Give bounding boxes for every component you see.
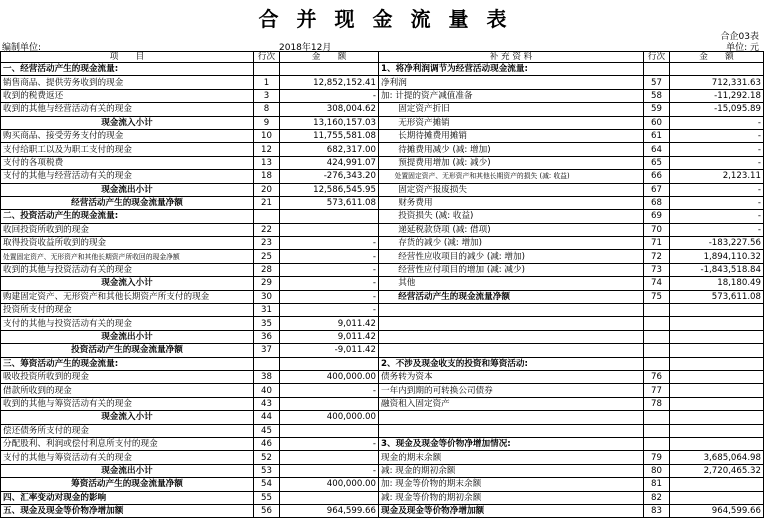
- right-line-number: [644, 344, 670, 357]
- table-row: [1, 290, 764, 303]
- left-line-number: 56: [254, 504, 280, 517]
- right-item-label: 财务费用: [379, 196, 644, 209]
- left-item-label: 收到的税费返还: [1, 89, 254, 102]
- left-line-number: 13: [254, 156, 280, 169]
- right-amount: -: [670, 210, 764, 223]
- right-item-label: 经营性应付项目的增加 (减: 减少): [379, 263, 644, 276]
- company-label: 编制单位:: [2, 43, 42, 53]
- table-row: [1, 330, 764, 343]
- left-item-label: 一、经营活动产生的现金流量:: [1, 63, 254, 76]
- right-amount: [670, 478, 764, 491]
- left-line-number: 12: [254, 143, 280, 156]
- table-row: [1, 464, 764, 477]
- left-item-label: 吸收投资所收到的现金: [1, 370, 254, 383]
- table-row: [1, 370, 764, 383]
- right-line-number: [644, 330, 670, 343]
- right-line-number: [644, 63, 670, 76]
- table-row: [1, 250, 764, 263]
- table-row: [1, 103, 764, 116]
- left-line-number: 1: [254, 76, 280, 89]
- table-row: [1, 397, 764, 410]
- left-line-number: 25: [254, 250, 280, 263]
- left-item-label: 购买商品、接受劳务支付的现金: [1, 129, 254, 142]
- left-line-number: 9: [254, 116, 280, 129]
- right-item-label: 减: 现金等价物的期初余额: [379, 491, 644, 504]
- left-amount: [280, 397, 379, 410]
- left-amount: 400,000.00: [280, 478, 379, 491]
- left-line-number: 23: [254, 237, 280, 250]
- left-line-number: 20: [254, 183, 280, 196]
- left-item-label: 五、现金及现金等价物净增加额: [1, 504, 254, 517]
- right-item-label: 预提费用增加 (减: 减少): [379, 156, 644, 169]
- left-line-number: [254, 63, 280, 76]
- left-amount: 9,011.42: [280, 330, 379, 343]
- left-amount: -: [280, 89, 379, 102]
- right-item-label: 减: 现金的期初余额: [379, 464, 644, 477]
- right-line-number: 70: [644, 223, 670, 236]
- table-row: [1, 344, 764, 357]
- left-amount: [280, 451, 379, 464]
- table-row: [1, 143, 764, 156]
- left-amount: 400,000.00: [280, 411, 379, 424]
- table-row: [1, 424, 764, 437]
- right-item-label: 融资租入固定资产: [379, 397, 644, 410]
- right-item-label: 长期待摊费用摊销: [379, 129, 644, 142]
- right-item-label: 现金的期末余额: [379, 451, 644, 464]
- left-item-label: 取得投资收益所收到的现金: [1, 237, 254, 250]
- left-amount: 13,160,157.03: [280, 116, 379, 129]
- right-line-number: 76: [644, 370, 670, 383]
- right-item-label: 一年内到期的可转换公司债券: [379, 384, 644, 397]
- left-item-label: 分配股利、利润或偿付利息所支付的现金: [1, 437, 254, 450]
- right-item-label: [379, 304, 644, 317]
- left-amount: 9,011.42: [280, 317, 379, 330]
- table-row: [1, 451, 764, 464]
- right-item-label: 处置固定资产、无形资产和其他长期资产的损失 (减: 收益): [379, 170, 644, 183]
- left-item-label: 支付的其他与经营活动有关的现金: [1, 170, 254, 183]
- left-amount: 424,991.07: [280, 156, 379, 169]
- left-item-label: 投资所支付的现金: [1, 304, 254, 317]
- left-line-number: 10: [254, 129, 280, 142]
- right-line-number: 64: [644, 143, 670, 156]
- right-amount: [670, 357, 764, 370]
- left-line-number: 53: [254, 464, 280, 477]
- left-amount: -: [280, 384, 379, 397]
- report-period: 2018年12月: [279, 43, 332, 53]
- right-amount: -: [670, 156, 764, 169]
- left-amount: [280, 424, 379, 437]
- right-line-number: 69: [644, 210, 670, 223]
- left-item-label: 收到的其他与经营活动有关的现金: [1, 103, 254, 116]
- right-amount: 18,180.49: [670, 277, 764, 290]
- left-item-label: 支付的各项税费: [1, 156, 254, 169]
- left-amount: [280, 63, 379, 76]
- left-line-number: 40: [254, 384, 280, 397]
- right-line-number: [644, 424, 670, 437]
- left-line-number: 45: [254, 424, 280, 437]
- left-line-number: 37: [254, 344, 280, 357]
- left-item-label: 处置固定资产、无形资产和其他长期资产所收回的现金净额: [1, 250, 254, 263]
- left-item-label: 借款所收到的现金: [1, 384, 254, 397]
- right-line-number: 57: [644, 76, 670, 89]
- left-item-label: 现金流出小计: [1, 464, 254, 477]
- left-amount: -276,343.20: [280, 170, 379, 183]
- left-item-label: 现金流入小计: [1, 116, 254, 129]
- table-row: [1, 317, 764, 330]
- right-item-label: [379, 424, 644, 437]
- left-item-label: 三、筹资活动产生的现金流量:: [1, 357, 254, 370]
- right-line-number: [644, 304, 670, 317]
- left-line-number: 43: [254, 397, 280, 410]
- right-item-label: 1、将净利润调节为经营活动现金流量:: [379, 63, 644, 76]
- table-row: [1, 210, 764, 223]
- cash-flow-table: [0, 51, 764, 518]
- left-line-number: 52: [254, 451, 280, 464]
- right-line-number: [644, 317, 670, 330]
- right-line-number: 79: [644, 451, 670, 464]
- right-amount: 3,685,064.98: [670, 451, 764, 464]
- left-item-label: 四、汇率变动对现金的影响: [1, 491, 254, 504]
- left-amount: -: [280, 263, 379, 276]
- right-item-label: 现金及现金等价物净增加额: [379, 504, 644, 517]
- left-amount: -: [280, 304, 379, 317]
- left-item-label: 现金流出小计: [1, 330, 254, 343]
- right-line-number: 78: [644, 397, 670, 410]
- right-line-number: 68: [644, 196, 670, 209]
- left-amount: [280, 223, 379, 236]
- left-amount: [280, 210, 379, 223]
- left-amount: -: [280, 290, 379, 303]
- left-line-number: 22: [254, 223, 280, 236]
- table-row: [1, 89, 764, 102]
- right-line-number: [644, 437, 670, 450]
- table-row: [1, 156, 764, 169]
- right-amount: -: [670, 143, 764, 156]
- right-item-label: 固定资产折旧: [379, 103, 644, 116]
- right-item-label: 待摊费用减少 (减: 增加): [379, 143, 644, 156]
- left-item-label: 收到的其他与投资活动有关的现金: [1, 263, 254, 276]
- left-item-label: 经营活动产生的现金流量净额: [1, 196, 254, 209]
- right-item-label: 加: 计提的资产减值准备: [379, 89, 644, 102]
- line-column-header: 行次: [254, 52, 280, 63]
- left-line-number: 31: [254, 304, 280, 317]
- right-amount: [670, 424, 764, 437]
- left-line-number: 54: [254, 478, 280, 491]
- table-header-row: [1, 52, 764, 63]
- right-amount: [670, 411, 764, 424]
- left-line-number: 8: [254, 103, 280, 116]
- left-line-number: 18: [254, 170, 280, 183]
- right-item-label: [379, 317, 644, 330]
- left-line-number: 44: [254, 411, 280, 424]
- right-line-number: 60: [644, 116, 670, 129]
- left-line-number: 30: [254, 290, 280, 303]
- right-item-label: [379, 344, 644, 357]
- right-line-number: 75: [644, 290, 670, 303]
- table-row: [1, 384, 764, 397]
- left-item-label: 现金流入小计: [1, 277, 254, 290]
- left-line-number: 55: [254, 491, 280, 504]
- left-item-label: 投资活动产生的现金流量净额: [1, 344, 254, 357]
- table-row: [1, 116, 764, 129]
- right-item-label: 经营性应收项目的减少 (减: 增加): [379, 250, 644, 263]
- right-line-number: 65: [644, 156, 670, 169]
- table-row: [1, 411, 764, 424]
- right-line-number: 82: [644, 491, 670, 504]
- left-amount: 11,755,581.08: [280, 129, 379, 142]
- right-line-number: 72: [644, 250, 670, 263]
- table-row: [1, 183, 764, 196]
- left-item-label: 现金流出小计: [1, 183, 254, 196]
- right-amount: [670, 317, 764, 330]
- table-row: [1, 277, 764, 290]
- right-amount: -1,843,518.84: [670, 263, 764, 276]
- left-amount: 308,004.62: [280, 103, 379, 116]
- table-row: [1, 129, 764, 142]
- right-line-number: 80: [644, 464, 670, 477]
- right-line-number: 73: [644, 263, 670, 276]
- left-item-label: 筹资活动产生的现金流量净额: [1, 478, 254, 491]
- right-amount: -11,292.18: [670, 89, 764, 102]
- right-item-label: 无形资产摊销: [379, 116, 644, 129]
- right-amount: -: [670, 196, 764, 209]
- table-row: [1, 196, 764, 209]
- left-amount: [280, 357, 379, 370]
- right-amount: 964,599.66: [670, 504, 764, 517]
- table-row: [1, 504, 764, 517]
- left-item-label: 支付的其他与投资活动有关的现金: [1, 317, 254, 330]
- left-line-number: 3: [254, 89, 280, 102]
- amount-column-header: 金 额: [280, 52, 379, 63]
- left-line-number: 35: [254, 317, 280, 330]
- right-line-number: 61: [644, 129, 670, 142]
- left-amount: -: [280, 277, 379, 290]
- right-line-number: 71: [644, 237, 670, 250]
- right-line-number: 66: [644, 170, 670, 183]
- right-amount: -: [670, 223, 764, 236]
- table-row: [1, 170, 764, 183]
- right-item-label: 3、现金及现金等价物净增加情况:: [379, 437, 644, 450]
- left-item-label: 销售商品、提供劳务收到的现金: [1, 76, 254, 89]
- right-amount: 712,331.63: [670, 76, 764, 89]
- left-item-label: 支付给职工以及为职工支付的现金: [1, 143, 254, 156]
- right-amount: [670, 344, 764, 357]
- right-amount: -: [670, 116, 764, 129]
- right-item-label: 净利润: [379, 76, 644, 89]
- left-amount: [280, 491, 379, 504]
- right-amount: [670, 491, 764, 504]
- left-amount: -: [280, 464, 379, 477]
- right-item-label: 2、不涉及现金收支的投资和筹资活动:: [379, 357, 644, 370]
- right-line-number: [644, 357, 670, 370]
- left-amount: 400,000.00: [280, 370, 379, 383]
- right-amount: [670, 384, 764, 397]
- left-amount: -9,011.42: [280, 344, 379, 357]
- right-item-label: 投资损失 (减: 收益): [379, 210, 644, 223]
- left-amount: -: [280, 237, 379, 250]
- right-amount: -: [670, 129, 764, 142]
- left-item-label: 二、投资活动产生的现金流量:: [1, 210, 254, 223]
- left-amount: 12,586,545.95: [280, 183, 379, 196]
- table-row: [1, 357, 764, 370]
- table-row: [1, 76, 764, 89]
- right-amount: 573,611.08: [670, 290, 764, 303]
- left-item-label: 现金流入小计: [1, 411, 254, 424]
- table-row: [1, 223, 764, 236]
- table-row: [1, 304, 764, 317]
- right-item-label: [379, 330, 644, 343]
- left-line-number: 46: [254, 437, 280, 450]
- table-row: [1, 491, 764, 504]
- right-amount: 2,720,465.32: [670, 464, 764, 477]
- right-line-number: 67: [644, 183, 670, 196]
- left-amount: 964,599.66: [280, 504, 379, 517]
- right-amount: 2,123.11: [670, 170, 764, 183]
- right-item-label: 递延税款贷项 (减: 借项): [379, 223, 644, 236]
- left-line-number: 29: [254, 277, 280, 290]
- left-line-number: 36: [254, 330, 280, 343]
- right-line-number: 59: [644, 103, 670, 116]
- left-amount: 682,317.00: [280, 143, 379, 156]
- right-amount: [670, 370, 764, 383]
- left-item-label: 收回投资所收到的现金: [1, 223, 254, 236]
- right-item-label: 存货的减少 (减: 增加): [379, 237, 644, 250]
- left-item-label: 支付的其他与筹资活动有关的现金: [1, 451, 254, 464]
- table-row: [1, 437, 764, 450]
- table-row: [1, 63, 764, 76]
- right-item-label: 经营活动产生的现金流量净额: [379, 290, 644, 303]
- left-item-label: 收到的其他与筹资活动有关的现金: [1, 397, 254, 410]
- left-item-label: 偿还债务所支付的现金: [1, 424, 254, 437]
- right-item-label: 其他: [379, 277, 644, 290]
- supplement-column-header: 补 充 资 料: [379, 52, 644, 63]
- right-amount: -: [670, 183, 764, 196]
- right-item-label: 加: 现金等价物的期末余额: [379, 478, 644, 491]
- item-column-header: 项 目: [1, 52, 254, 63]
- right-amount: [670, 437, 764, 450]
- left-amount: -: [280, 250, 379, 263]
- right-item-label: 固定资产报废损失: [379, 183, 644, 196]
- table-row: [1, 237, 764, 250]
- left-line-number: 21: [254, 196, 280, 209]
- right-line-number: 83: [644, 504, 670, 517]
- left-line-number: 28: [254, 263, 280, 276]
- right-line-number: 81: [644, 478, 670, 491]
- right-item-label: 债务转为资本: [379, 370, 644, 383]
- left-line-number: [254, 357, 280, 370]
- right-amount: [670, 63, 764, 76]
- left-item-label: 购建固定资产、无形资产和其他长期资产所支付的现金: [1, 290, 254, 303]
- right-amount: 1,894,110.32: [670, 250, 764, 263]
- right-line-number: [644, 411, 670, 424]
- right-line-number: 77: [644, 384, 670, 397]
- form-number: 合企03表: [720, 32, 759, 42]
- table-row: [1, 263, 764, 276]
- left-line-number: 38: [254, 370, 280, 383]
- right-amount: [670, 304, 764, 317]
- left-amount: 573,611.08: [280, 196, 379, 209]
- right-line-number: 58: [644, 89, 670, 102]
- right-amount: -15,095.89: [670, 103, 764, 116]
- line2-column-header: 行次: [644, 52, 670, 63]
- left-line-number: [254, 210, 280, 223]
- currency-unit: 单位: 元: [726, 43, 759, 53]
- right-amount: [670, 330, 764, 343]
- left-amount: -: [280, 437, 379, 450]
- right-item-label: [379, 411, 644, 424]
- right-amount: [670, 397, 764, 410]
- right-line-number: 74: [644, 277, 670, 290]
- right-amount: -183,227.56: [670, 237, 764, 250]
- amount2-column-header: 金 额: [670, 52, 764, 63]
- left-amount: 12,852,152.41: [280, 76, 379, 89]
- table-row: [1, 478, 764, 491]
- report-title: 合并现金流量表: [258, 7, 525, 31]
